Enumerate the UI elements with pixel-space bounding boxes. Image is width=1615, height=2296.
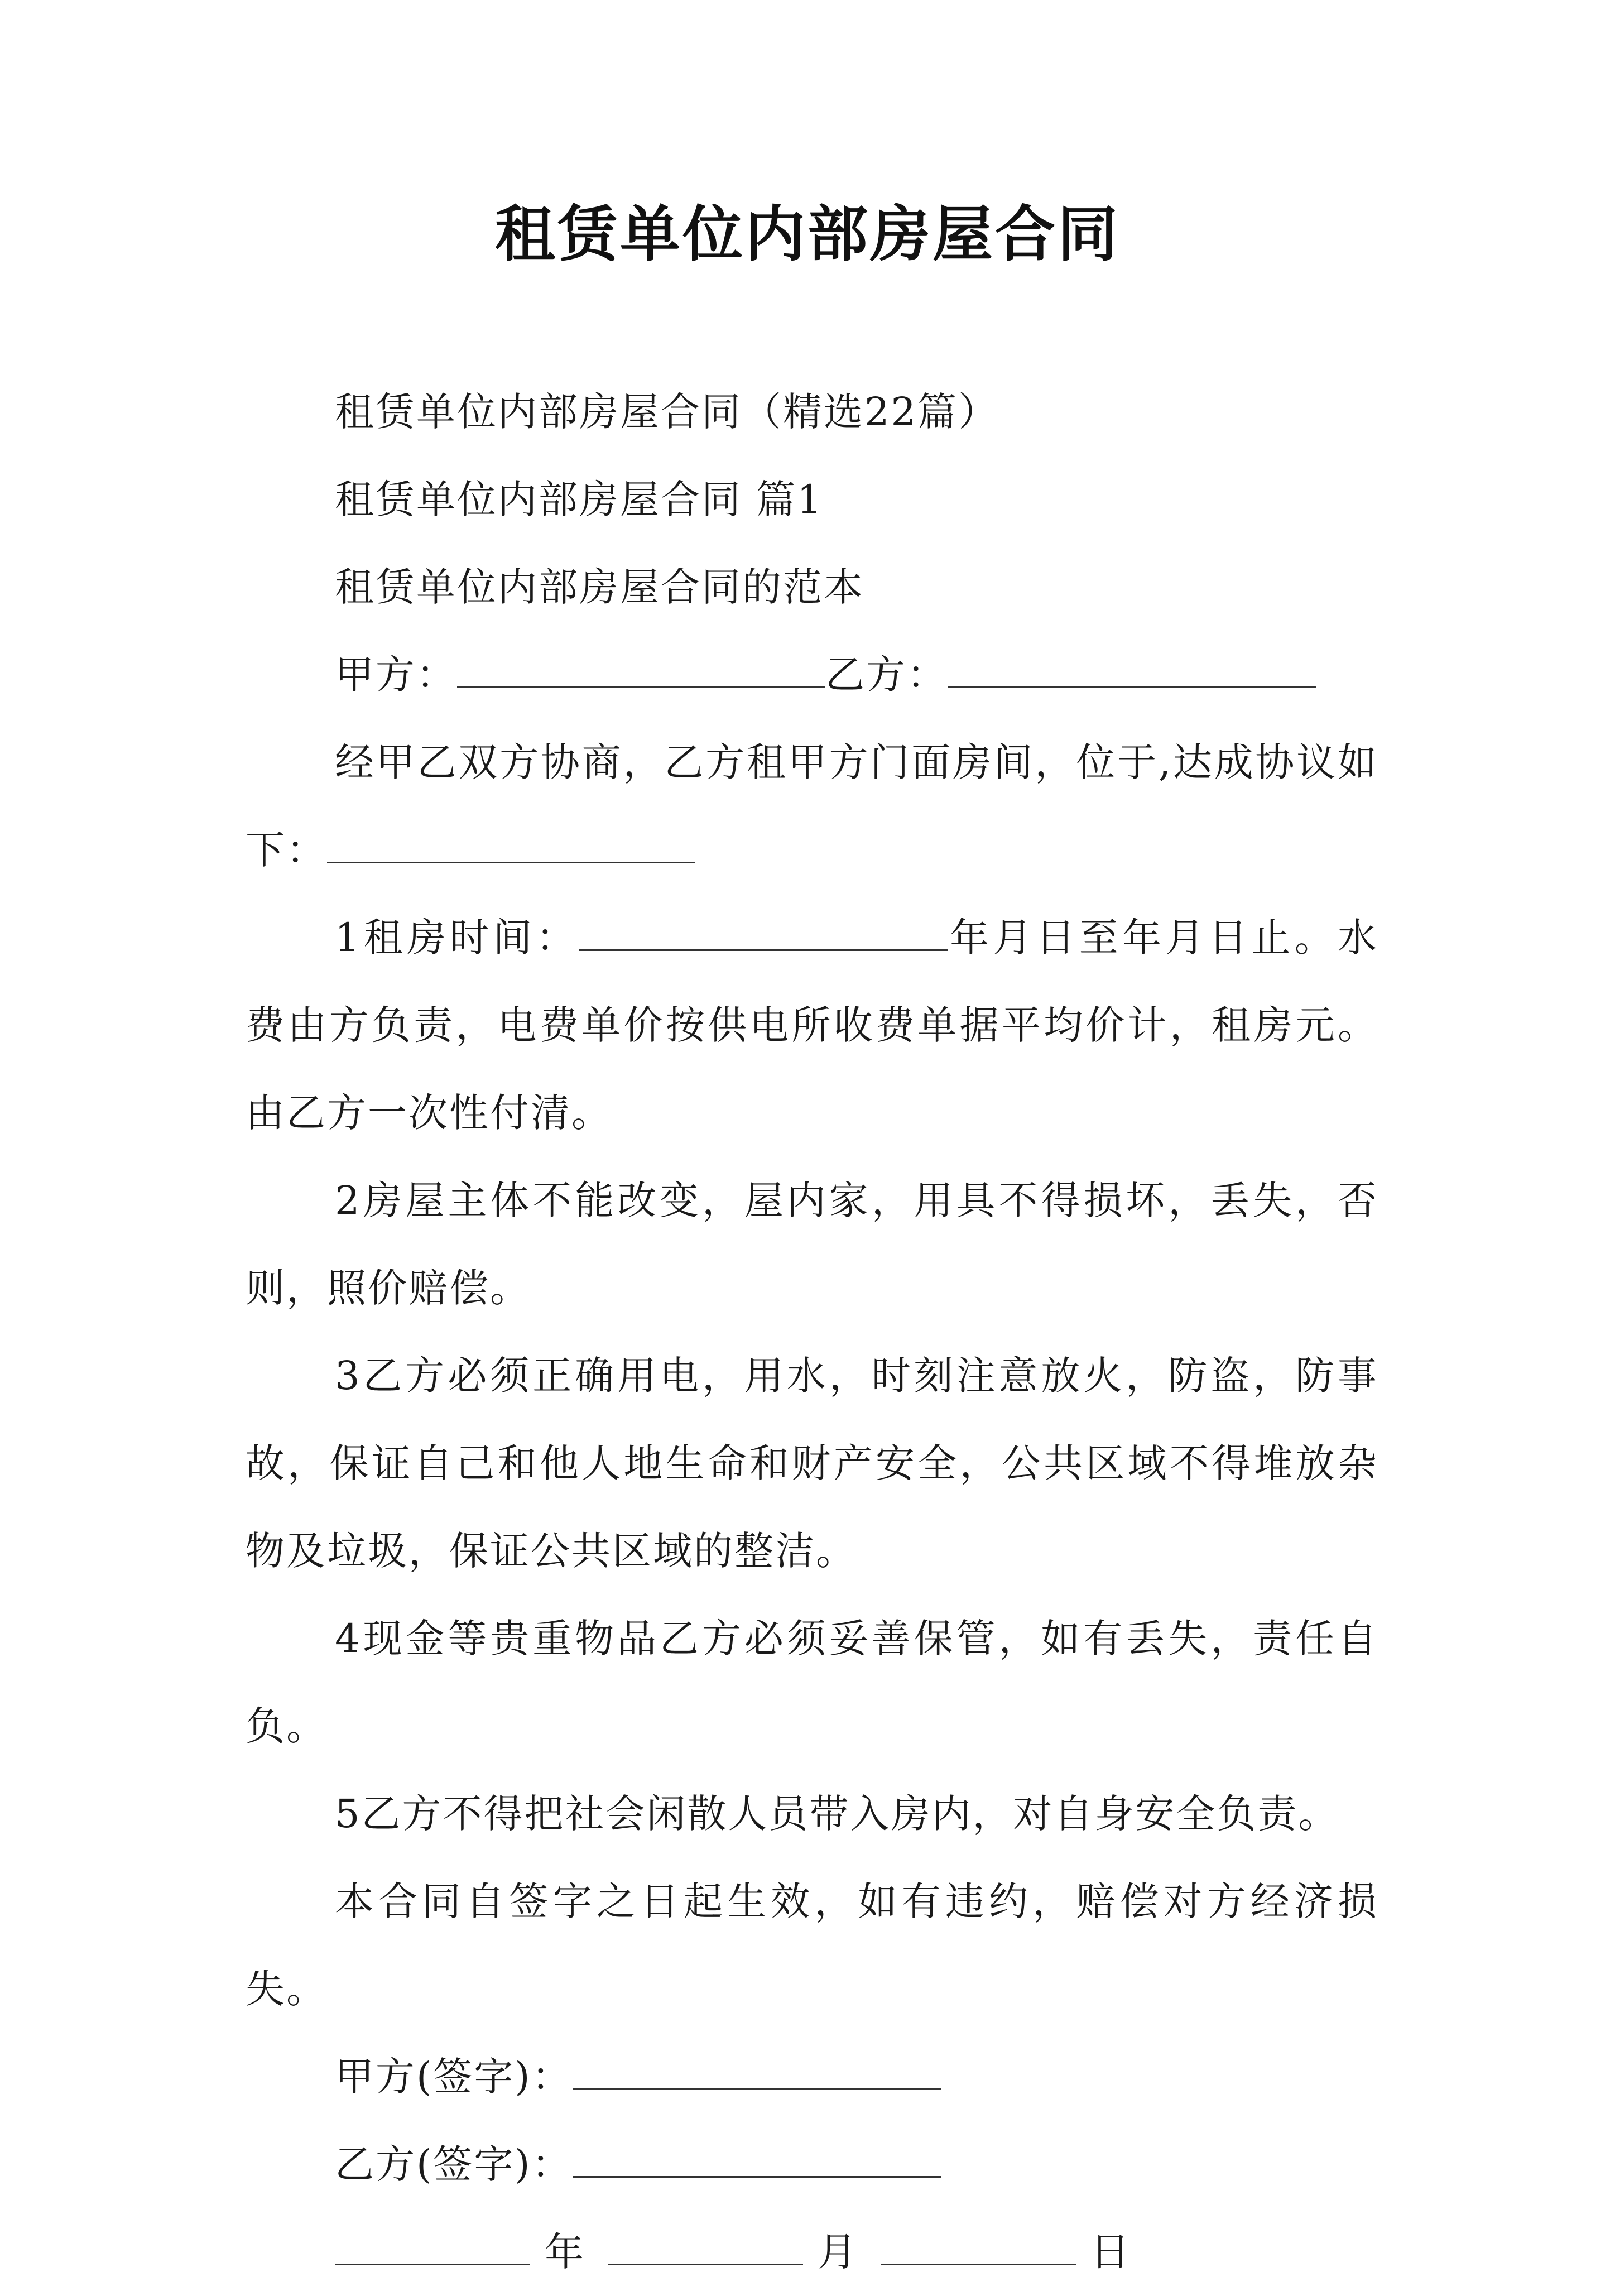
intro-text: 经甲乙双方协商，乙方租甲方门面房间，位于,达成协议如下：	[246, 739, 1378, 873]
party-b-label: 乙方：	[825, 652, 948, 698]
parties-line	[246, 631, 1378, 719]
sign-a-label: 甲方(签字)：	[335, 2054, 573, 2100]
month-blank[interactable]	[608, 2225, 803, 2265]
clause-2: 2房屋主体不能改变，屋内家，用具不得损坏，丢失，否则，照价赔偿。	[246, 1178, 1378, 1311]
party-a-label: 甲方：	[335, 652, 457, 698]
clause-4: 4现金等贵重物品乙方必须妥善保管，如有丢失，责任自负。	[246, 1616, 1378, 1749]
date-day-label: 日	[1090, 2229, 1131, 2275]
intro-paragraph	[246, 719, 1378, 894]
sign-a-blank[interactable]	[573, 2049, 941, 2090]
document-body	[246, 368, 1378, 2296]
party-a-blank[interactable]	[457, 647, 825, 688]
rent-period-blank[interactable]	[579, 910, 948, 951]
intro-blank[interactable]	[327, 823, 695, 863]
date-month-label: 月	[818, 2229, 858, 2275]
clause-3: 3乙方必须正确用电，用水，时刻注意放火，防盗，防事故，保证自己和他人地生命和财产安全，公共区域不得堆放杂物及垃圾，保证公共区域的整洁。	[246, 1353, 1378, 1574]
clause1-text: 年月日至年月日止。水费由方负责，电费单价按供电所收费单据平均价计，租房元。由乙方一次性付清。	[246, 915, 1379, 1136]
subtitle: 租赁单位内部房屋合同（精选22篇）	[335, 389, 999, 435]
day-blank[interactable]	[881, 2225, 1076, 2265]
document-title: 租赁单位内部房屋合同	[494, 199, 1120, 270]
date-year-label: 年	[545, 2229, 585, 2275]
sample-heading: 租赁单位内部房屋合同的范本	[335, 564, 864, 610]
effective-clause: 本合同自签字之日起生效，如有违约，赔偿对方经济损失。	[246, 1879, 1378, 2012]
signature-b-line	[246, 2121, 1378, 2208]
clause-5: 5乙方不得把社会闲散人员带入房内，对自身安全负责。	[335, 1791, 1339, 1837]
sign-b-label: 乙方(签字)：	[335, 2141, 573, 2187]
party-b-blank[interactable]	[948, 647, 1316, 688]
sign-b-blank[interactable]	[573, 2137, 941, 2178]
article-heading: 租赁单位内部房屋合同 篇1	[335, 477, 824, 522]
clause-1	[246, 894, 1378, 1157]
year-blank[interactable]	[335, 2225, 530, 2265]
date-line	[246, 2208, 1378, 2296]
signature-a-line	[246, 2033, 1378, 2121]
clause1-prefix: 1租房时间：	[335, 915, 579, 960]
